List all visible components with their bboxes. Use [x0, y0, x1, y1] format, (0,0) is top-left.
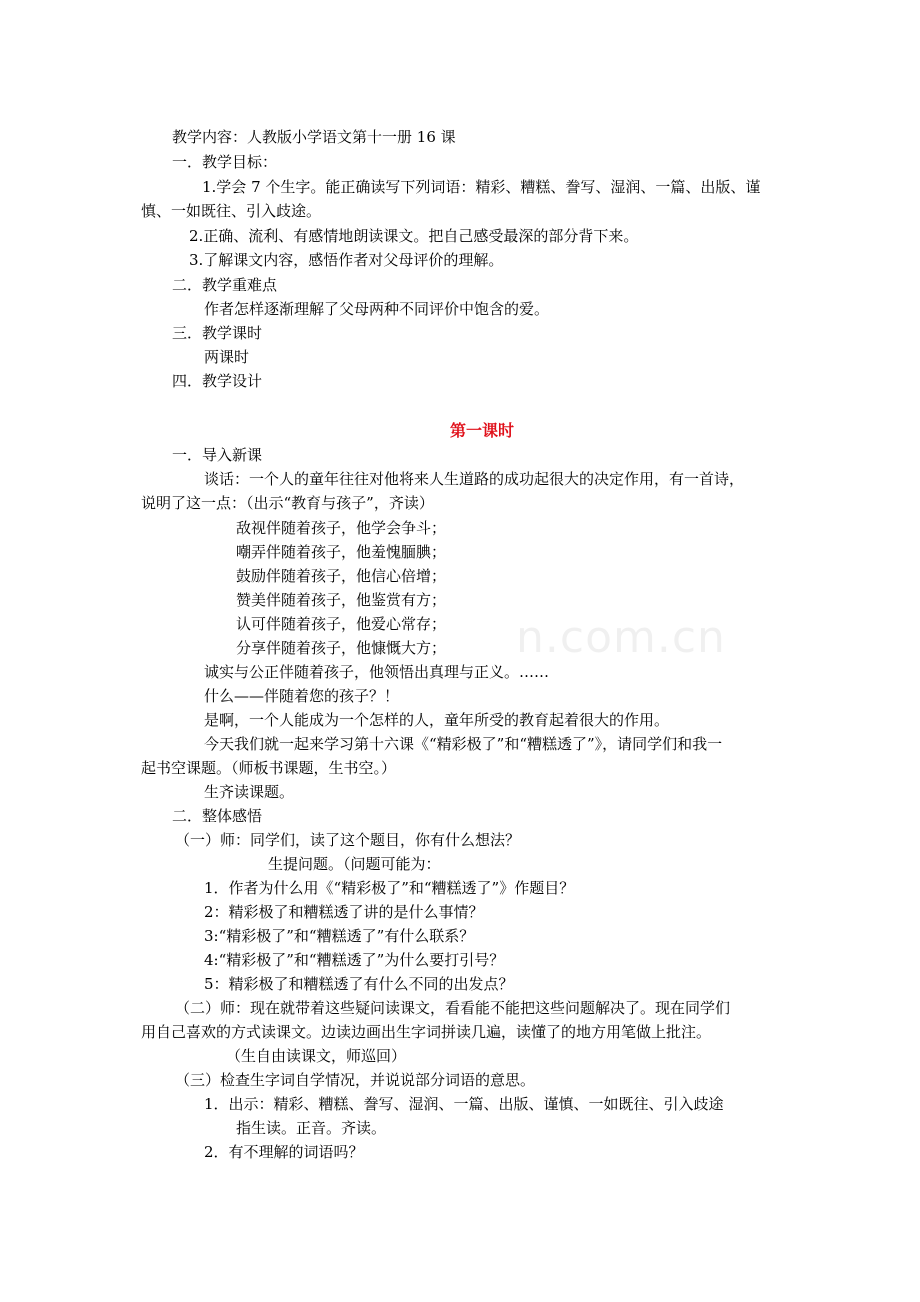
text-line: 3:“精彩极了”和“糟糕透了”有什么联系？ [204, 927, 475, 945]
text-line: 指生读。正音。齐读。 [236, 1119, 387, 1137]
watermark: n.com.cn [516, 612, 726, 663]
text-line: 生齐读课题。 [204, 783, 295, 801]
text-line: 分享伴随着孩子，他慷慨大方； [236, 639, 447, 657]
text-line: 教学内容：人教版小学语文第十一册 16 课 [172, 128, 456, 146]
text-line: 用自己喜欢的方式读课文。边读边画出生字词拼读几遍，读懂了的地方用笔做上批注。 [141, 1023, 712, 1041]
text-line: （一）师：同学们，读了这个题目，你有什么想法？ [175, 831, 521, 849]
text-line: 敌视伴随着孩子，他学会争斗； [236, 519, 447, 537]
text-line: 2：精彩极了和糟糕透了讲的是什么事情？ [204, 903, 484, 921]
text-line: 赞美伴随着孩子，他鉴赏有方； [236, 591, 447, 609]
text-line: 2．有不理解的词语吗？ [204, 1143, 364, 1161]
text-line: 谈话：一个人的童年往往对他将来人生道路的成功起很大的决定作用，有一首诗， [204, 470, 745, 488]
section-title: 第一课时 [450, 421, 515, 440]
text-line: 5：精彩极了和糟糕透了有什么不同的出发点？ [204, 975, 514, 993]
text-line: 是啊，一个人能成为一个怎样的人，童年所受的教育起着很大的作用。 [204, 711, 670, 729]
text-line: 二．教学重难点 [172, 276, 278, 294]
text-line: （生自由读课文，师巡回） [226, 1047, 407, 1065]
text-line: 起书空课题。（师板书课题，生书空。） [141, 759, 397, 777]
text-line: 诚实与公正伴随着孩子，他领悟出真理与正义。…… [204, 663, 550, 681]
text-line: 2.正确、流利、有感情地朗读课文。把自己感受最深的部分背下来。 [189, 227, 639, 245]
text-line: 一．教学目标： [172, 153, 278, 171]
text-line: 1．作者为什么用《“精彩极了”和“糟糕透了”》作题目？ [204, 879, 575, 897]
text-line: 一．导入新课 [172, 446, 263, 464]
text-line: 什么——伴随着您的孩子？！ [204, 687, 400, 705]
text-line: 两课时 [204, 348, 250, 366]
text-line: 1.学会 7 个生字。能正确读写下列词语：精彩、糟糕、誊写、湿润、一篇、出版、谨 [202, 178, 761, 196]
text-line: 四．教学设计 [172, 372, 263, 390]
text-line: 慎、一如既往、引入歧途。 [141, 202, 322, 220]
text-line: （二）师：现在就带着这些疑问读课文，看看能不能把这些问题解决了。现在同学们 [175, 999, 731, 1017]
text-line: 4:“精彩极了”和“糟糕透了”为什么要打引号？ [204, 951, 505, 969]
text-line: 3.了解课文内容，感悟作者对父母评价的理解。 [189, 251, 504, 269]
text-line: 三．教学课时 [172, 324, 263, 342]
text-line: 鼓励伴随着孩子，他信心倍增； [236, 567, 447, 585]
text-line: 二．整体感悟 [172, 807, 263, 825]
text-line: 今天我们就一起来学习第十六课《“精彩极了”和“糟糕透了”》，请同学们和我一 [204, 735, 723, 753]
text-line: 认可伴随着孩子，他爱心常存； [236, 615, 447, 633]
text-line: 嘲弄伴随着孩子，他羞愧腼腆； [236, 543, 447, 561]
text-line: 说明了这一点：（出示“教育与孩子”，齐读） [141, 494, 434, 512]
text-line: 1．出示：精彩、糟糕、誊写、湿润、一篇、出版、谨慎、一如既往、引入歧途 [204, 1095, 724, 1113]
text-line: 作者怎样逐渐理解了父母两种不同评价中饱含的爱。 [204, 300, 550, 318]
text-line: 生提问题。（问题可能为： [268, 855, 441, 873]
text-line: （三）检查生字词自学情况，并说说部分词语的意思。 [175, 1071, 536, 1089]
